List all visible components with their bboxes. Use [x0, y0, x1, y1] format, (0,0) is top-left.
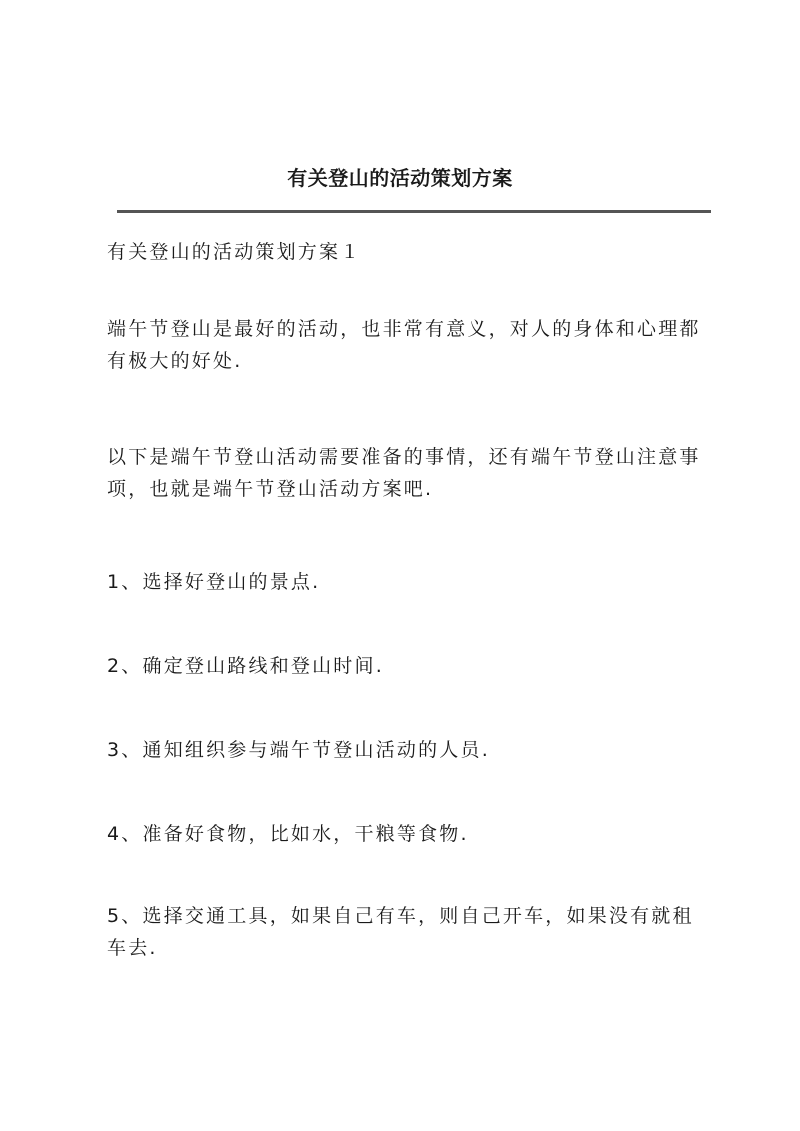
- list-item: 3、通知组织参与端午节登山活动的人员.: [107, 739, 490, 761]
- paragraph-intro: 端午节登山是最好的活动，也非常有意义，对人的身体和心理都有极大的好处.: [107, 318, 701, 372]
- document-title: 有关登山的活动策划方案: [287, 166, 513, 190]
- section-heading: 有关登山的活动策划方案１: [107, 241, 362, 263]
- title-divider: [117, 210, 711, 213]
- list-item: 4、准备好食物，比如水，干粮等食物.: [107, 823, 469, 845]
- paragraph-overview: 以下是端午节登山活动需要准备的事情，还有端午节登山注意事项，也就是端午节登山活动方案吧.: [107, 446, 701, 500]
- list-item: 1、选择好登山的景点.: [107, 571, 321, 593]
- list-item: 2、确定登山路线和登山时间.: [107, 655, 384, 677]
- list-item: 5、选择交通工具，如果自己有车，则自己开车，如果没有就租车去.: [107, 905, 694, 959]
